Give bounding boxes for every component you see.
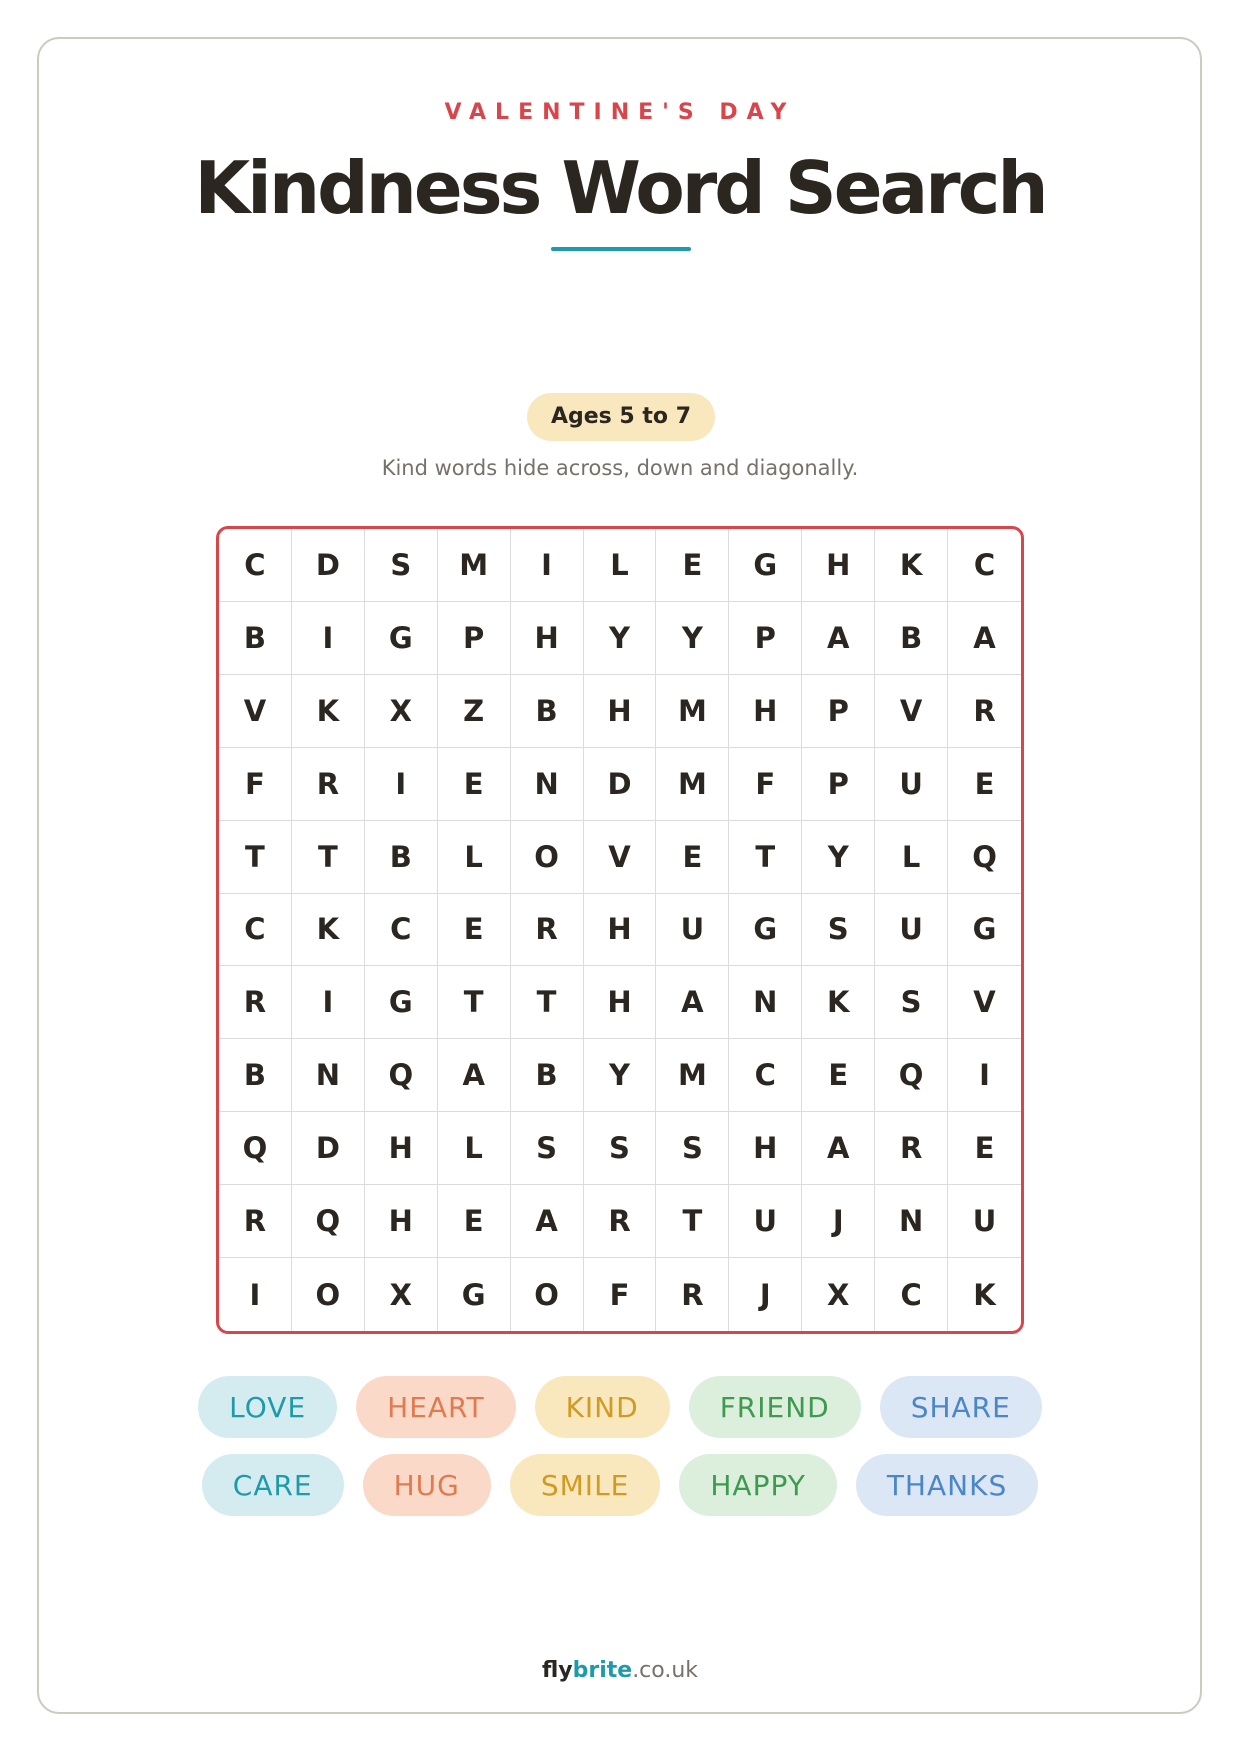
grid-cell[interactable]: M — [656, 675, 729, 748]
footer-brand[interactable] — [0, 1658, 1240, 1683]
grid-cell[interactable]: L — [875, 821, 948, 894]
eyebrow-label: VALENTINE'S DAY — [444, 100, 796, 125]
grid-cell[interactable]: J — [729, 1258, 802, 1331]
grid-cell[interactable]: H — [365, 1185, 438, 1258]
grid-cell[interactable]: T — [292, 821, 365, 894]
grid-cell[interactable]: R — [292, 748, 365, 821]
grid-cell[interactable]: T — [729, 821, 802, 894]
grid-cell[interactable]: C — [875, 1258, 948, 1331]
grid-cell[interactable]: C — [219, 894, 292, 967]
age-badge: Ages 5 to 7 — [527, 393, 715, 441]
grid-cell[interactable]: T — [438, 966, 511, 1039]
grid-cell[interactable]: E — [948, 748, 1021, 821]
grid-cell[interactable]: Q — [219, 1112, 292, 1185]
grid-cell[interactable]: H — [584, 675, 657, 748]
word-bank-item-thanks: THANKS — [856, 1454, 1038, 1516]
grid-cell[interactable]: U — [875, 894, 948, 967]
grid-cell[interactable]: L — [584, 529, 657, 602]
grid-cell[interactable]: U — [729, 1185, 802, 1258]
grid-cell[interactable]: C — [948, 529, 1021, 602]
grid-cell[interactable]: B — [219, 602, 292, 675]
grid-cell[interactable]: Q — [948, 821, 1021, 894]
grid-cell[interactable]: A — [511, 1185, 584, 1258]
grid-cell[interactable]: N — [511, 748, 584, 821]
grid-cell[interactable]: S — [875, 966, 948, 1039]
grid-cell[interactable]: G — [365, 966, 438, 1039]
grid-cell[interactable]: B — [511, 675, 584, 748]
grid-cell[interactable]: E — [656, 529, 729, 602]
grid-cell[interactable]: R — [875, 1112, 948, 1185]
grid-cell[interactable]: M — [438, 529, 511, 602]
word-bank-item-care: CARE — [202, 1454, 344, 1516]
grid-cell[interactable]: A — [802, 602, 875, 675]
word-search-grid — [216, 526, 1024, 1334]
brand-domain: .co.uk — [632, 1658, 699, 1683]
grid-cell[interactable]: B — [219, 1039, 292, 1112]
grid-cell[interactable]: E — [802, 1039, 875, 1112]
grid-cell[interactable]: V — [219, 675, 292, 748]
grid-cell[interactable]: S — [656, 1112, 729, 1185]
grid-cell[interactable]: E — [948, 1112, 1021, 1185]
grid-cell[interactable]: C — [729, 1039, 802, 1112]
grid-cell[interactable]: B — [511, 1039, 584, 1112]
grid-cell[interactable]: U — [948, 1185, 1021, 1258]
grid-cell[interactable]: X — [365, 675, 438, 748]
grid-cell[interactable]: V — [948, 966, 1021, 1039]
grid-cell[interactable]: F — [219, 748, 292, 821]
word-bank-item-heart: HEART — [356, 1376, 515, 1438]
grid-cell[interactable]: D — [292, 1112, 365, 1185]
grid-cell[interactable]: Q — [875, 1039, 948, 1112]
grid-cell[interactable]: Y — [802, 821, 875, 894]
grid-cell[interactable]: A — [656, 966, 729, 1039]
grid-cell[interactable]: P — [802, 748, 875, 821]
grid-cell[interactable]: R — [219, 1185, 292, 1258]
grid-cell[interactable]: R — [584, 1185, 657, 1258]
grid-cell[interactable]: G — [729, 894, 802, 967]
grid-cell[interactable]: U — [875, 748, 948, 821]
grid-cell[interactable]: S — [584, 1112, 657, 1185]
grid-cell[interactable]: Q — [292, 1185, 365, 1258]
word-bank-row — [0, 1376, 1240, 1438]
grid-cell[interactable]: Q — [365, 1039, 438, 1112]
grid-cell[interactable]: U — [656, 894, 729, 967]
grid-cell[interactable]: T — [219, 821, 292, 894]
title-underline — [551, 247, 691, 251]
grid-cell[interactable]: O — [511, 1258, 584, 1331]
grid-cell[interactable]: Y — [656, 602, 729, 675]
grid-cell[interactable]: R — [511, 894, 584, 967]
grid-cell[interactable]: I — [292, 602, 365, 675]
grid-cell[interactable]: G — [438, 1258, 511, 1331]
grid-cell[interactable]: F — [584, 1258, 657, 1331]
grid-cell[interactable]: E — [656, 821, 729, 894]
grid-cell[interactable]: J — [802, 1185, 875, 1258]
grid-cell[interactable]: G — [729, 529, 802, 602]
grid-cell[interactable]: K — [292, 675, 365, 748]
grid-cell[interactable]: H — [802, 529, 875, 602]
grid-cell[interactable]: Y — [584, 602, 657, 675]
grid-cell[interactable]: I — [511, 529, 584, 602]
grid-cell[interactable]: C — [219, 529, 292, 602]
grid-cell[interactable]: D — [292, 529, 365, 602]
grid-cell[interactable]: K — [292, 894, 365, 967]
grid-cell[interactable]: R — [656, 1258, 729, 1331]
word-bank-item-kind: KIND — [535, 1376, 670, 1438]
grid-cell[interactable]: A — [948, 602, 1021, 675]
word-bank-item-love: LOVE — [198, 1376, 337, 1438]
grid-cell[interactable]: N — [729, 966, 802, 1039]
grid-cell[interactable]: L — [438, 1112, 511, 1185]
grid-cell[interactable]: H — [584, 894, 657, 967]
grid-cell[interactable]: H — [511, 602, 584, 675]
grid-cell[interactable]: V — [584, 821, 657, 894]
grid-cell[interactable]: O — [511, 821, 584, 894]
page-title: Kindness Word Search — [194, 146, 1046, 230]
grid-cell[interactable]: T — [511, 966, 584, 1039]
grid-cell[interactable]: S — [511, 1112, 584, 1185]
grid-cell[interactable]: X — [365, 1258, 438, 1331]
grid-cell[interactable]: Y — [584, 1039, 657, 1112]
grid-cell[interactable]: B — [875, 602, 948, 675]
grid-cell[interactable]: Z — [438, 675, 511, 748]
word-bank-row — [0, 1454, 1240, 1516]
grid-cell[interactable]: K — [973, 1277, 996, 1312]
grid-cell[interactable]: H — [584, 966, 657, 1039]
grid-cell[interactable]: K — [802, 966, 875, 1039]
brand-name-part-1: fly — [541, 1658, 573, 1683]
grid-cell[interactable]: M — [656, 1039, 729, 1112]
grid-cell[interactable]: K — [875, 529, 948, 602]
grid-cell[interactable]: R — [219, 966, 292, 1039]
grid-cell[interactable]: G — [948, 894, 1021, 967]
instructions-text: Kind words hide across, down and diagonally. — [381, 456, 859, 480]
grid-cell[interactable]: I — [219, 1258, 292, 1331]
grid-cell[interactable]: A — [802, 1112, 875, 1185]
grid-cell[interactable]: V — [875, 675, 948, 748]
word-bank-item-hug: HUG — [363, 1454, 491, 1516]
grid-cell[interactable]: I — [292, 966, 365, 1039]
grid-cell[interactable]: A — [438, 1039, 511, 1112]
grid-cell[interactable]: N — [875, 1185, 948, 1258]
grid-cell[interactable]: B — [365, 821, 438, 894]
grid-cell[interactable]: H — [729, 1112, 802, 1185]
grid-cell[interactable]: H — [729, 675, 802, 748]
word-bank-item-share: SHARE — [880, 1376, 1042, 1438]
grid-cell[interactable]: P — [729, 602, 802, 675]
grid-cell[interactable]: E — [438, 894, 511, 967]
grid-cell[interactable]: M — [656, 748, 729, 821]
word-bank-item-friend: FRIEND — [689, 1376, 861, 1438]
grid-cell[interactable]: N — [292, 1039, 365, 1112]
word-bank-item-happy: HAPPY — [679, 1454, 836, 1516]
grid-cell[interactable]: P — [802, 675, 875, 748]
grid-cell[interactable]: F — [729, 748, 802, 821]
word-bank-item-smile: SMILE — [510, 1454, 660, 1516]
grid-cell[interactable]: E — [438, 748, 511, 821]
grid-cell[interactable]: L — [438, 821, 511, 894]
grid-cell[interactable]: S — [365, 529, 438, 602]
grid-cell[interactable]: O — [292, 1258, 365, 1331]
grid-cell[interactable]: I — [948, 1039, 1021, 1112]
grid-cell[interactable]: I — [365, 748, 438, 821]
grid-cell[interactable]: H — [365, 1112, 438, 1185]
grid-cell[interactable]: R — [948, 675, 1021, 748]
grid-cell[interactable]: S — [802, 894, 875, 967]
grid-cell[interactable]: D — [584, 748, 657, 821]
grid-cell[interactable]: P — [438, 602, 511, 675]
grid-cell[interactable]: X — [802, 1258, 875, 1331]
grid-cell[interactable]: C — [365, 894, 438, 967]
grid-cell[interactable]: T — [656, 1185, 729, 1258]
grid-cell[interactable]: G — [365, 602, 438, 675]
grid-cell[interactable]: E — [438, 1185, 511, 1258]
brand-name-part-2: brite — [572, 1658, 633, 1683]
